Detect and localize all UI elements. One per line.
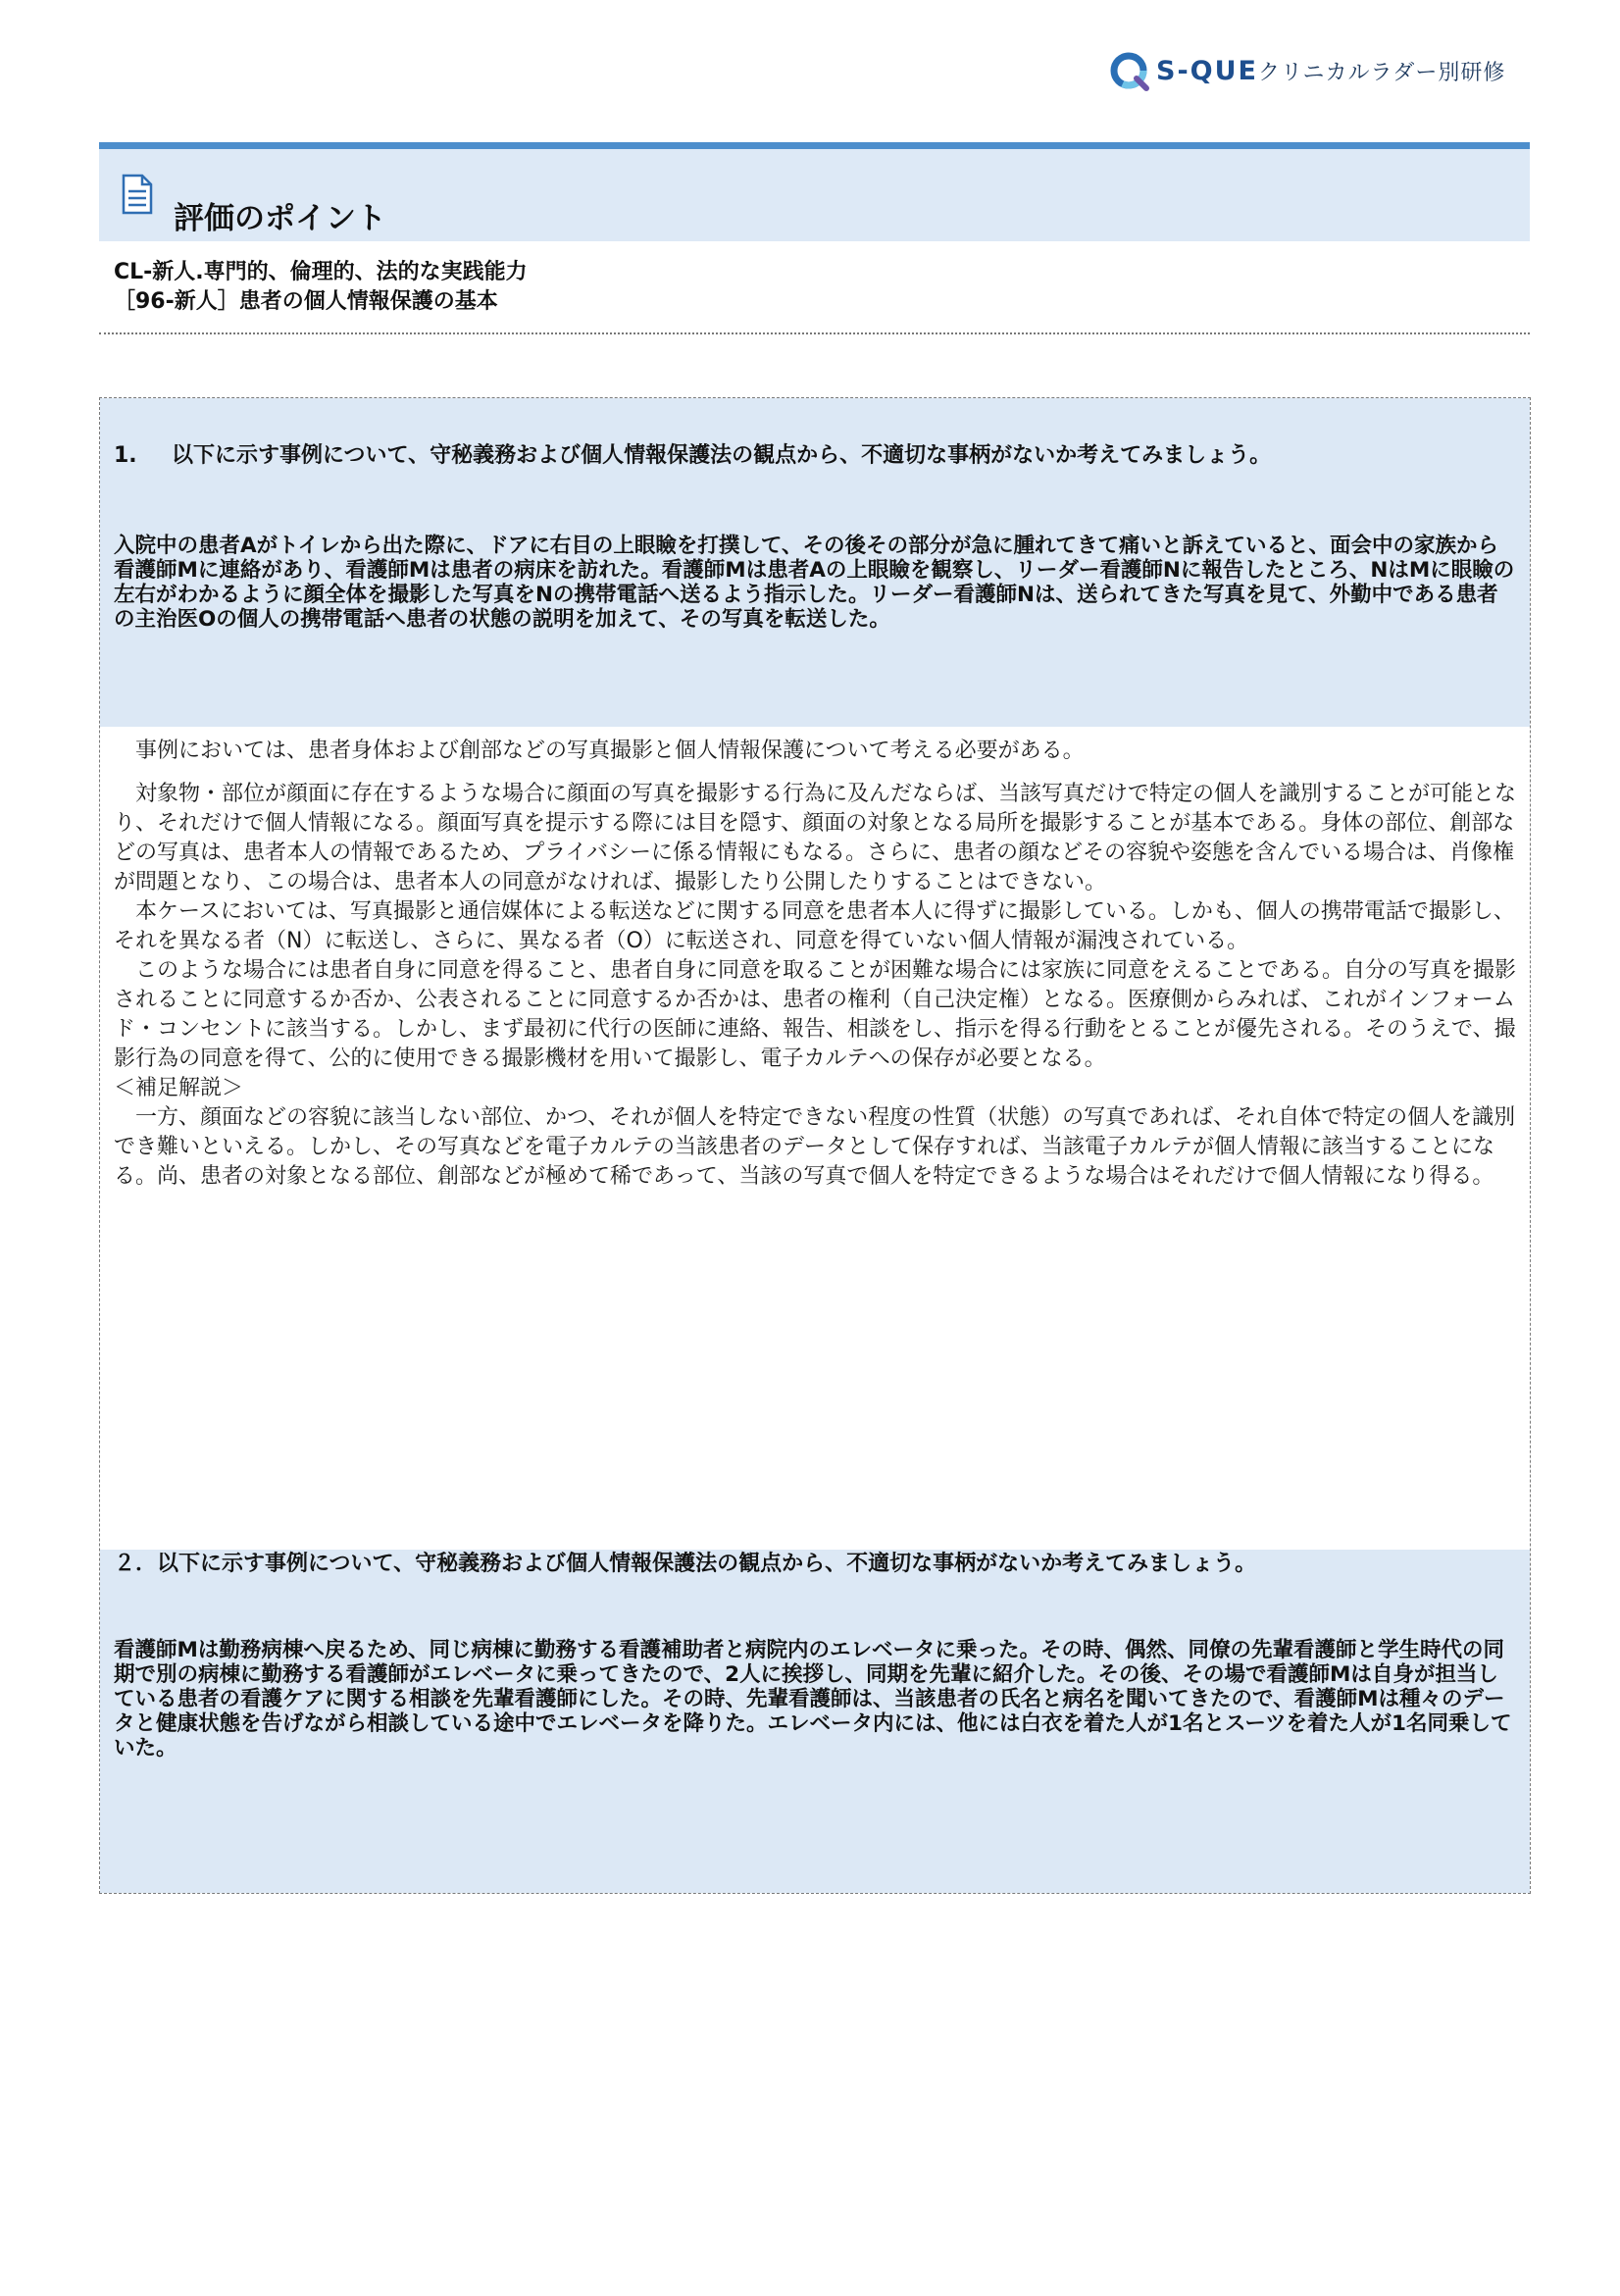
content-box (99, 397, 1531, 1894)
question-1-title: 以下に示す事例について、守秘義務および個人情報保護法の観点から、不適切な事柄がないか考えてみましょう。 (172, 443, 1272, 468)
answer-paragraph: 事例においては、患者身体および創部などの写真撮影と個人情報保護について考える必要がある。 (135, 739, 1085, 763)
answer-paragraph: 対象物・部位が顔面に存在するような場合に顔面の写真を撮影する行為に及んだならば、当該写真だけで特定の個人を識別することが可能となり、それだけで個人情報になる。顔面写真を提示する際には目を隠す、顔面の対象となる局所を撮影することが基本である。身体の部位、創部などの写真は、患者本人の情報であるため、プライバシーに係る情報にもなる。さらに、患者の顔などその容貌や姿態を含んでいる場合は、肖像権が問題となり、この場合は、患者本人の同意がなければ、撮影したり公開したりすることはできない。 (114, 782, 1517, 894)
category-line-2: ［96-新人］患者の個人情報保護の基本 (114, 289, 498, 314)
logo-brand: S-QUE (1156, 55, 1258, 86)
logo (1109, 49, 1505, 92)
question-2-panel (100, 1550, 1530, 1893)
question-1-panel (100, 398, 1530, 727)
answer-paragraph: 一方、顔面などの容貌に該当しない部位、かつ、それが個人を特定できない程度の性質（状態）の写真であれば、それ自体で特定の個人を識別でき難いといえる。しかし、その写真などを電子カルテの当該患者のデータとして保存すれば、当該電子カルテが個人情報に該当することになる。尚、患者の対象となる部位、創部などが極めて稀であって、当該の写真で個人を特定できるような場合はそれだけで個人情報になり得る。 (114, 1105, 1516, 1189)
category-divider (99, 332, 1530, 334)
title-bar (99, 142, 1530, 241)
question-2-title: ２．以下に示す事例について、守秘義務および個人情報保護法の観点から、不適切な事柄がないか考えてみましょう。 (114, 1552, 1257, 1576)
answer-paragraph: 本ケースにおいては、写真撮影と通信媒体による転送などに関する同意を患者本人に得ずに撮影している。しかも、個人の携帯電話で撮影し、それを異なる者（N）に転送し、さらに、異なる者（O）に転送され、同意を得ていない個人情報が漏洩されている。 (114, 899, 1515, 953)
category (114, 258, 528, 317)
supplement-heading: ＜補足解説＞ (114, 1076, 244, 1100)
document-icon (122, 174, 153, 215)
page-title: 評価のポイント (174, 201, 386, 236)
q-ring-logo-icon (1109, 49, 1152, 92)
question-2-case: 看護師Mは勤務病棟へ戻るため、同じ病棟に勤務する看護補助者と病院内のエレベータに乗った。その時、偶然、同僚の先輩看護師と学生時代の同期で別の病棟に勤務する看護師がエレベータに乗ってきたので、2人に挨拶し、同期を先輩に紹介した。その後、その場で看護師Mは自身が担当している患者の看護ケアに関する相談を先輩看護師にした。その時、先輩看護師は、当該患者の氏名と病名を聞いてきたので、看護師Mは種々のデータと健康状態を告げながら相談している途中でエレベータを降りた。エレベータ内には、他には白衣を着た人が1名とスーツを着た人が1名同乗していた。 (114, 1638, 1512, 1760)
question-1-case: 入院中の患者Aがトイレから出た際に、ドアに右目の上眼瞼を打撲して、その後その部分が急に腫れてきて痛いと訴えていると、面会中の家族から看護師Mに連絡があり、看護師Mは患者の病床を訪れた。看護師Mは患者Aの上眼瞼を観察し、リーダー看護師Nに報告したところ、NはMに眼瞼の左右がわかるように顔全体を撮影した写真をNの携帯電話へ送るよう指示した。リーダー看護師Nは、送られてきた写真を見て、外勤中である患者の主治医Oの個人の携帯電話へ患者の状態の説明を加えて、その写真を転送した。 (114, 534, 1515, 632)
category-line-1: CL-新人.専門的、倫理的、法的な実践能力 (114, 260, 528, 284)
logo-subtitle: クリニカルラダー別研修 (1257, 60, 1506, 85)
answer-paragraph: このような場合には患者自身に同意を得ること、患者自身に同意を取ることが困難な場合には家族に同意をえることである。自分の写真を撮影されることに同意するか否か、公表されることに同意するか否かは、患者の権利（自己決定権）となる。医療側からみれば、これがインフォームド・コンセントに該当する。しかし、まず最初に代行の医師に連絡、報告、相談をし、指示を得る行動をとることが優先される。そのうえで、撮影行為の同意を得て、公的に使用できる撮影機材を用いて撮影し、電子カルテへの保存が必要となる。 (114, 958, 1517, 1071)
question-1-answer (114, 737, 1516, 1192)
question-1-number: 1. (114, 443, 137, 468)
